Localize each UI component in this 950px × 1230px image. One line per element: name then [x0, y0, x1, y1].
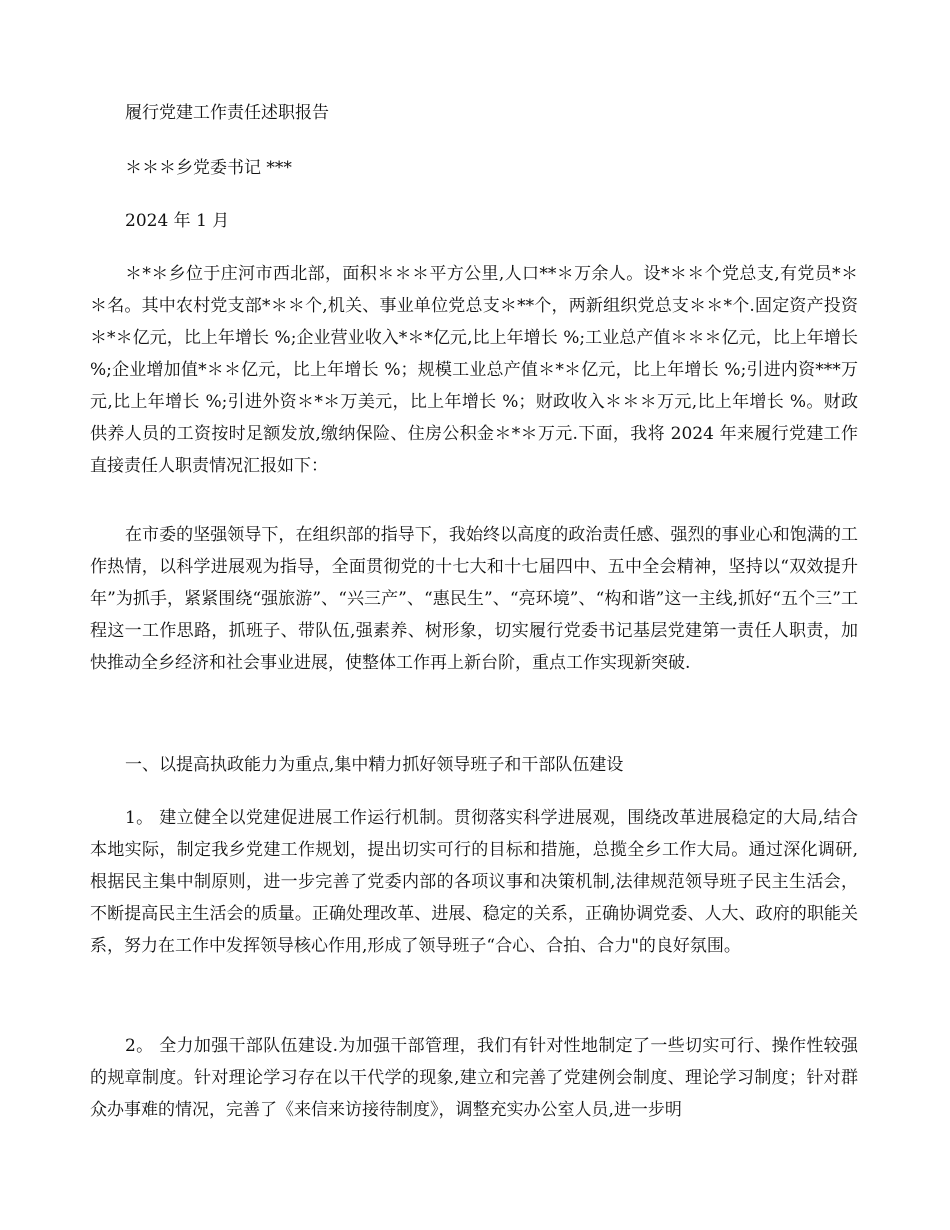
document-title: 履行党建工作责任述职报告	[125, 103, 329, 123]
paragraph-intro: 在市委的坚强领导下，在组织部的指导下，我始终以高度的政治责任感、强烈的事业心和饱满的工作热情，以科学进展观为指导，全面贯彻党的十七大和十七届四中、五中全会精神，坚持以“双效提升年”为抓手，紧紧围绕“强旅游”、“兴三产”、“惠民生”、“亮环境”、“构和谐”这一主线,抓好“五个三”工程这一工作思路，抓班子、带队伍,强素养、树形象，切实履行党委书记基层党建第一责任人职责，加快推动全乡经济和社会事业进展，使整体工作再上新台阶，重点工作实现新突破.	[90, 525, 858, 673]
author-line: ＊＊＊乡党委书记 ***	[125, 158, 292, 178]
paragraph-item-2: 2。 全力加强干部队伍建设.为加强干部管理，我们有针对性地制定了一些切实可行、操作性较强的规章制度。针对理论学习存在以干代学的现象,建立和完善了党建例会制度、理论学习制度；针对群众办事难的情况，完善了《来信来访接待制度》，调整充实办公室人员,进一步明	[90, 1036, 858, 1120]
paragraph-item-1: 1。 建立健全以党建促进展工作运行机制。贯彻落实科学进展观，围绕改革进展稳定的大局,结合本地实际，制定我乡党建工作规划，提出切实可行的目标和措施，总揽全乡工作大局。通过深化调研,根据民主集中制原则，进一步完善了党委内部的各项议事和决策机制,法律规范领导班子民主生活会，不断提高民主生活会的质量。正确处理改革、进展、稳定的关系，正确协调党委、人大、政府的职能关系，努力在工作中发挥领导核心作用,形成了领导班子“合心、合拍、合力"的良好氛围。	[90, 808, 858, 956]
paragraph-overview: ＊*＊乡位于庄河市西北部，面积＊＊＊平方公里,人口**＊万余人。设*＊＊个党总支,有党员*＊＊名。其中农村党支部*＊＊个,机关、事业单位党总支＊**个，两新组织党总支＊＊*个.固定资产投资＊*＊亿元，比上年增长 %;企业营业收入*＊*亿元,比上年增长 %;工业总产值＊＊＊亿元，比上年增长 %;企业增加值*＊＊亿元，比上年增长 %；规模工业总产值＊*＊亿元，比上年增长 %;引进内资***万元,比上年增长 %;引进外资＊*＊万美元，比上年增长 %；财政收入＊＊＊万元,比上年增长 %。财政供养人员的工资按时足额发放,缴纳保险、住房公积金＊*＊万元.下面，我将 2024 年来履行党建工作直接责任人职责情况汇报如下：	[90, 264, 858, 476]
date-line: 2024 年 1 月	[125, 211, 230, 231]
section-heading-1: 一、以提高执政能力为重点,集中精力抓好领导班子和干部队伍建设	[125, 755, 624, 775]
